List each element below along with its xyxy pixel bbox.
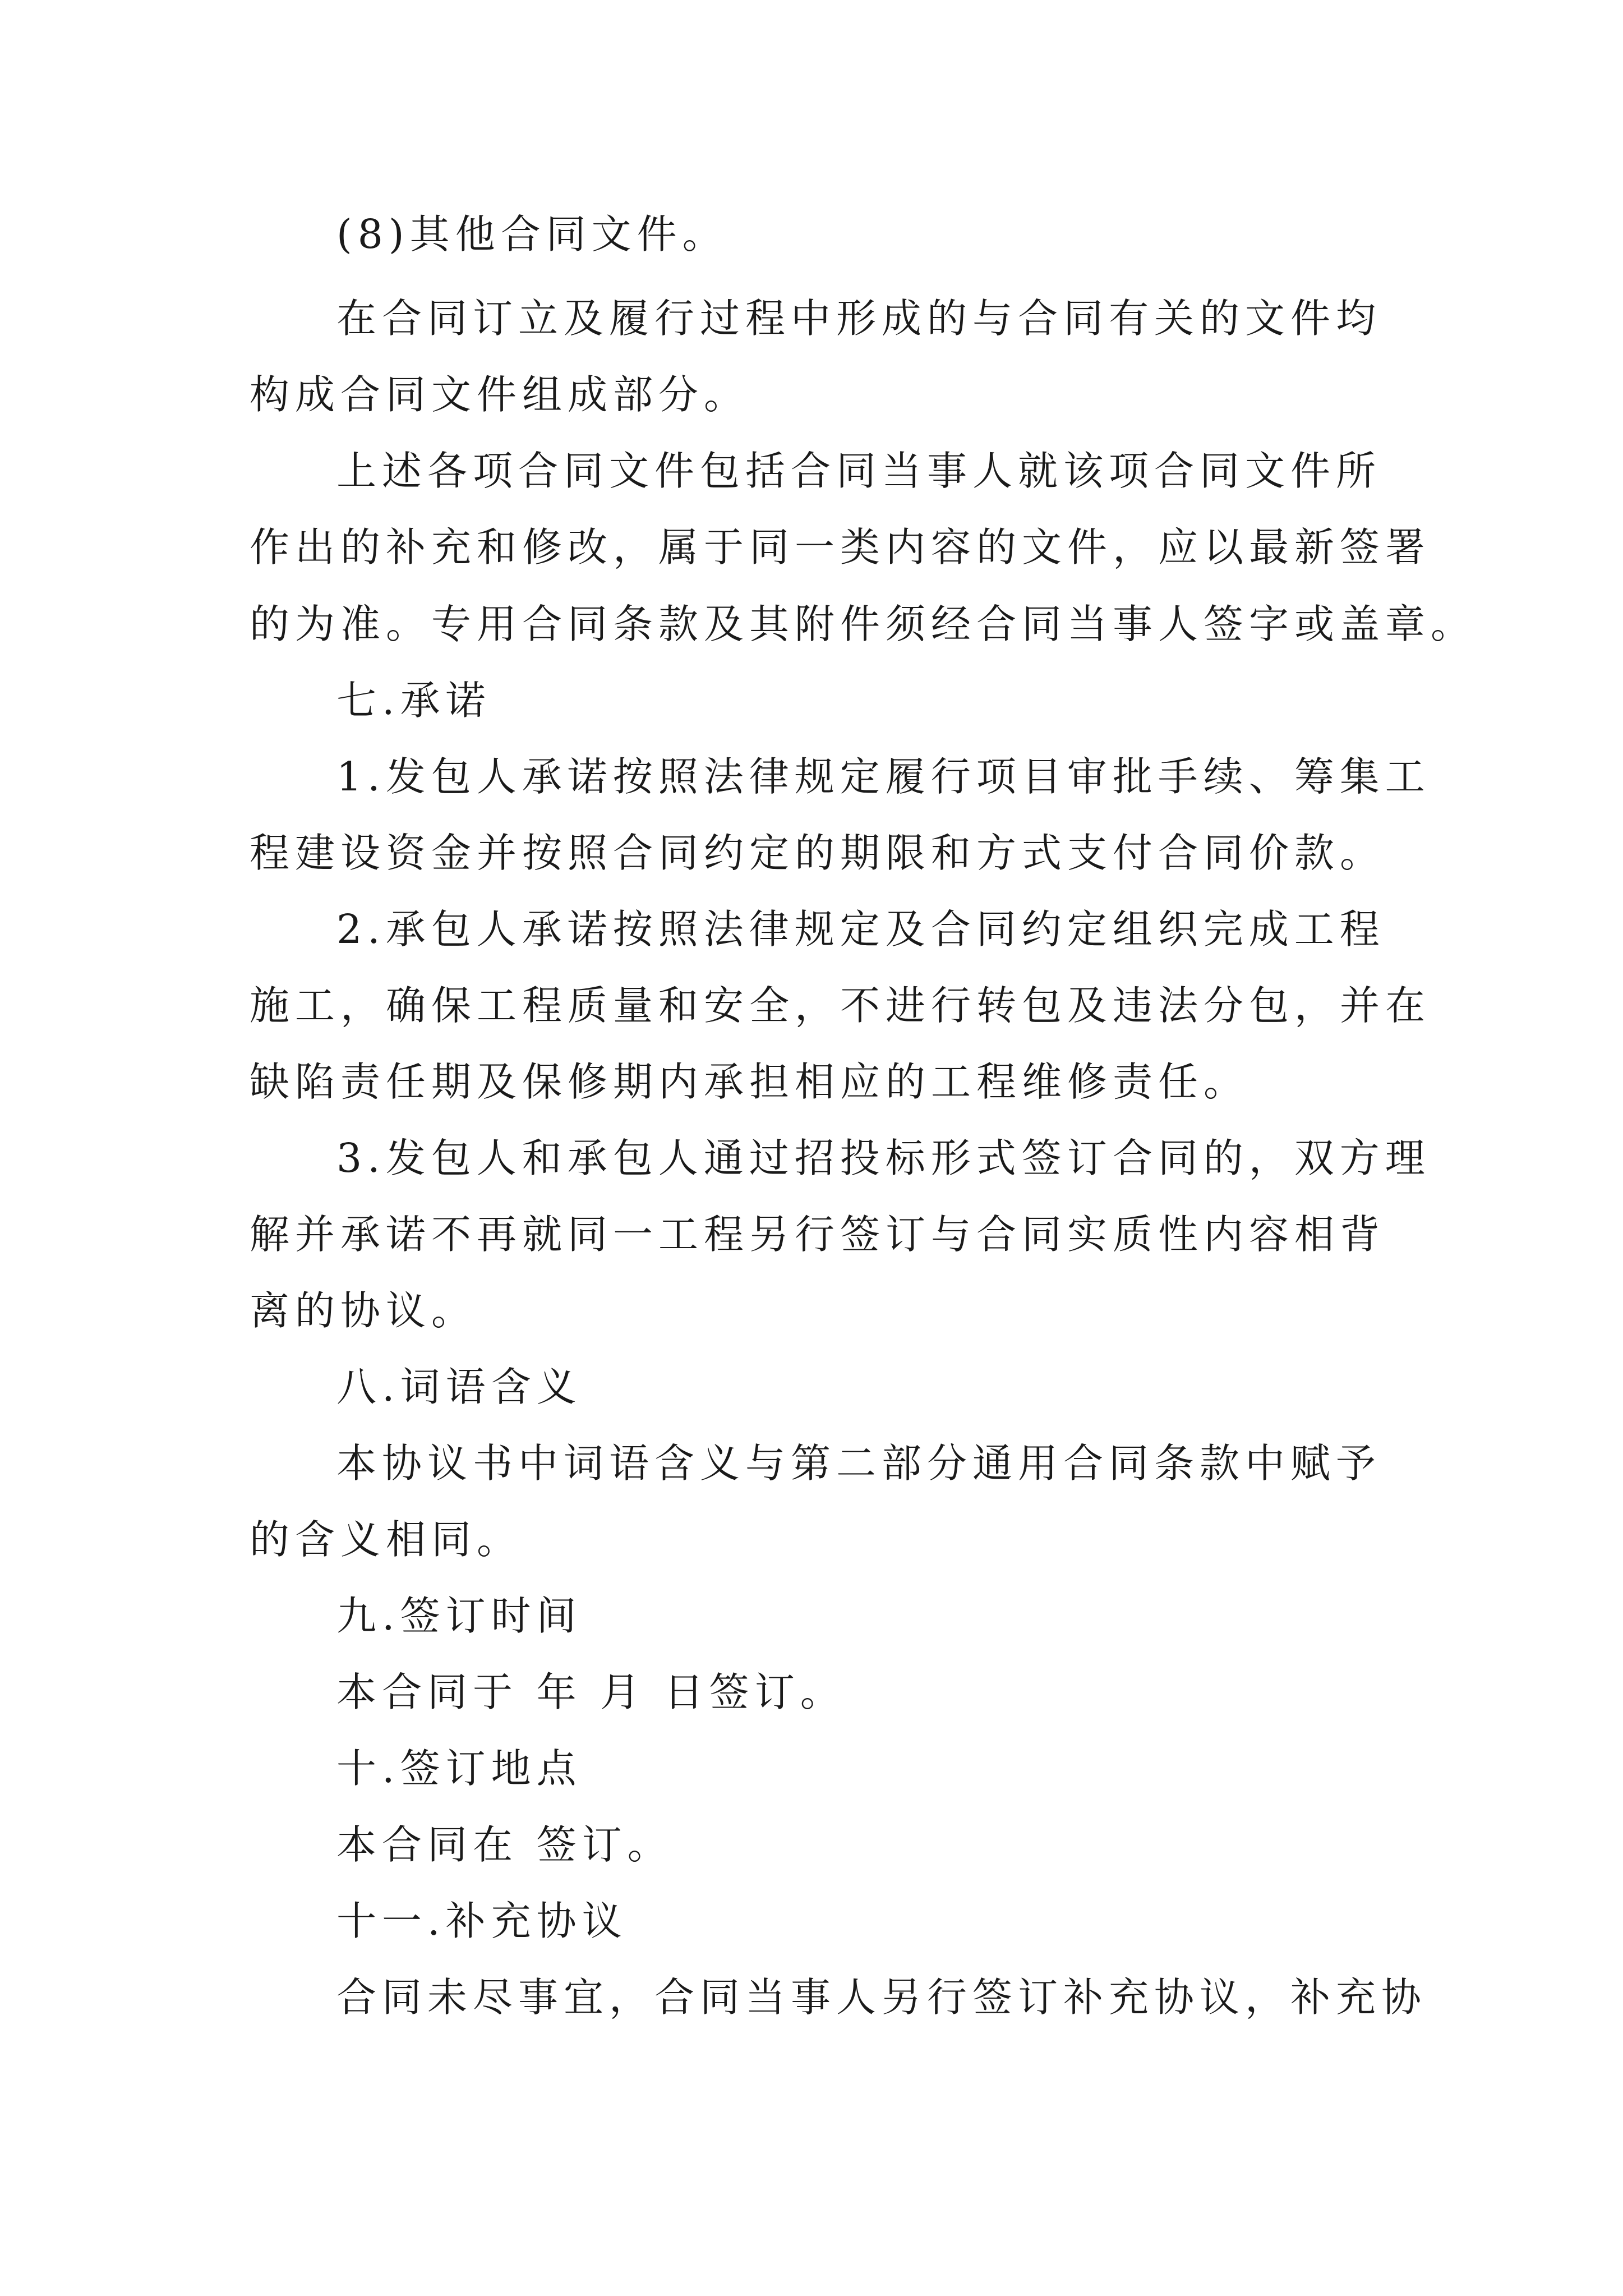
paragraph-line: 在合同订立及履行过程中形成的与合同有关的文件均: [336, 295, 1382, 342]
paragraph-line: 的含义相同。: [250, 1516, 523, 1563]
paragraph-line: 离的协议。: [250, 1287, 477, 1334]
paragraph-line: 缺陷责任期及保修期内承担相应的工程维修责任。: [250, 1059, 1249, 1105]
paragraph-line: 本协议书中词语含义与第二部分通用合同条款中赋予: [336, 1440, 1382, 1487]
paragraph-line: 施工，确保工程质量和安全，不进行转包及违法分包，并在: [250, 982, 1431, 1029]
paragraph-line: (8)其他合同文件。: [336, 211, 728, 257]
section-heading: 九.签订时间: [336, 1593, 582, 1639]
section-heading: 八.词语含义: [336, 1364, 582, 1410]
section-heading: 十一.补充协议: [336, 1898, 628, 1944]
paragraph-line: 解并承诺不再就同一工程另行签订与合同实质性内容相背: [250, 1211, 1386, 1258]
paragraph-line: 本合同在 签订。: [336, 1821, 673, 1868]
section-heading: 十.签订地点: [336, 1745, 582, 1792]
paragraph-line: 构成合同文件组成部分。: [250, 371, 750, 418]
paragraph-line: 的为准。专用合同条款及其附件须经合同当事人签字或盖章。: [250, 601, 1477, 647]
paragraph-line: 本合同于 年 月 日签订。: [336, 1669, 846, 1715]
paragraph-line: 程建设资金并按照合同约定的期限和方式支付合同价款。: [250, 830, 1386, 876]
paragraph-line: 3.发包人和承包人通过招投标形式签订合同的，双方理: [336, 1135, 1431, 1181]
paragraph-line: 作出的补充和修改，属于同一类内容的文件，应以最新签署: [250, 524, 1431, 570]
paragraph-line: 合同未尽事宜，合同当事人另行签订补充协议，补充协: [336, 1974, 1427, 2021]
paragraph-line: 1.发包人承诺按照法律规定履行项目审批手续、筹集工: [336, 753, 1431, 800]
section-heading: 七.承诺: [336, 677, 491, 724]
paragraph-line: 2.承包人承诺按照法律规定及合同约定组织完成工程: [336, 906, 1385, 953]
paragraph-line: 上述各项合同文件包括合同当事人就该项合同文件所: [336, 448, 1382, 494]
